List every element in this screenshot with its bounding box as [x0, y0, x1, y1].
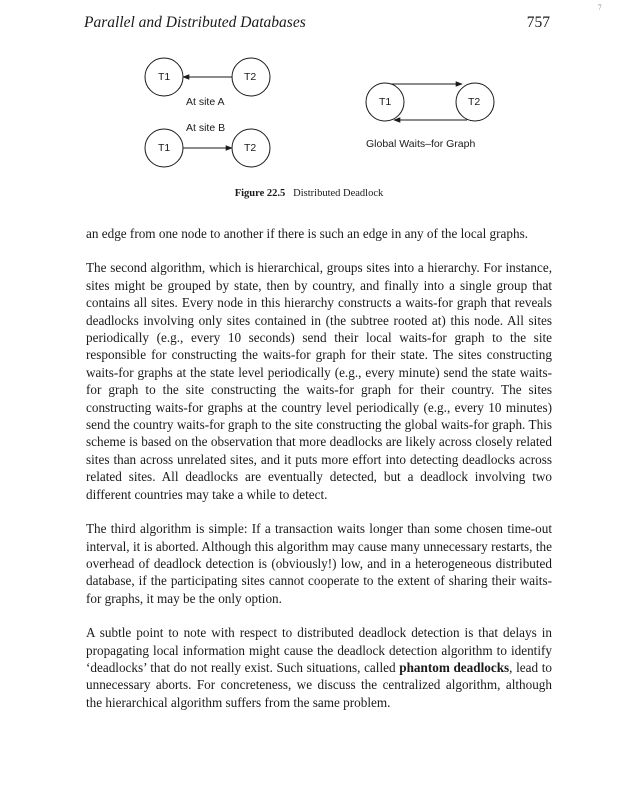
figure-caption-text: Distributed Deadlock — [293, 188, 384, 199]
site-a-t1-label: T1 — [158, 71, 171, 83]
paragraph: The third algorithm is simple: If a transaction waits longer than some chosen time-out interval, it is aborted. Although this algorithm may cause many unnecessary restarts, the overhead of deadlock detection is (obviously!) low, and in a heterogeneous distributed database, if the participating sites cannot cooperate to the extent of sharing their waits-for graphs, it may be the only option. — [86, 521, 552, 606]
deadlock-figure — [0, 0, 618, 200]
figure-caption — [0, 188, 618, 199]
body-text — [86, 225, 552, 728]
site-b-t2-label: T2 — [244, 142, 257, 154]
page-number: 757 — [526, 14, 550, 31]
paragraph: The second algorithm, which is hierarchical, groups sites into a hierarchy. For instance, sites might be grouped by state, then by country, and finally into a single group that contains all sites. Every node in this hierarchy constructs a waits-for graph that reveals deadlocks involving only sites contained in (the subtree rooted at) this node. All sites periodically (e.g., every 10 seconds) send their local waits-for graph to the site responsible for constructing the waits-for graph for their state. The sites constructing waits-for graphs at the state level periodically (e.g., every minute) send the state waits-for graph to the site constructing the waits-for graph for their country. The sites constructing waits-for graphs at the country level periodically (e.g., every 10 minutes) send the country waits-for graph to the site constructing the global waits-for graph. This scheme is based on the observation that more deadlocks are likely across closely related sites than across unrelated sites, and it puts more effort into detecting deadlocks across related sites. All deadlocks are eventually detected, but a deadlock involving two different countries may take a while to detect. — [86, 260, 552, 502]
figure-number: Figure 22.5 — [234, 188, 286, 199]
paragraph: an edge from one node to another if there is such an edge in any of the local graphs. — [86, 226, 528, 241]
global-graph-caption: Global Waits–for Graph — [366, 138, 476, 150]
phantom-deadlocks-term: phantom deadlocks — [399, 659, 510, 675]
paragraph-text: , lead to unnecessary aborts. For concreteness, we discuss the centralized algorithm, although the hierarchical algorithm suffers from the same problem. — [86, 659, 552, 710]
corner-mark: 7 — [597, 4, 602, 12]
global-t2-label: T2 — [468, 96, 481, 108]
site-b-t1-label: T1 — [158, 142, 171, 154]
global-t1-label: T1 — [379, 96, 392, 108]
paragraph — [86, 624, 552, 711]
running-title: Parallel and Distributed Databases — [84, 14, 306, 31]
paragraph-text: A subtle point to note with respect to distributed deadlock detection is that delays in propagating local information might cause the deadlock detection algorithm to identify ‘deadlocks’ that do not really exist. Such situations, called — [86, 625, 552, 675]
site-b-caption: At site B — [186, 122, 226, 134]
site-a-t2-label: T2 — [244, 71, 257, 83]
site-a-caption: At site A — [186, 96, 225, 108]
